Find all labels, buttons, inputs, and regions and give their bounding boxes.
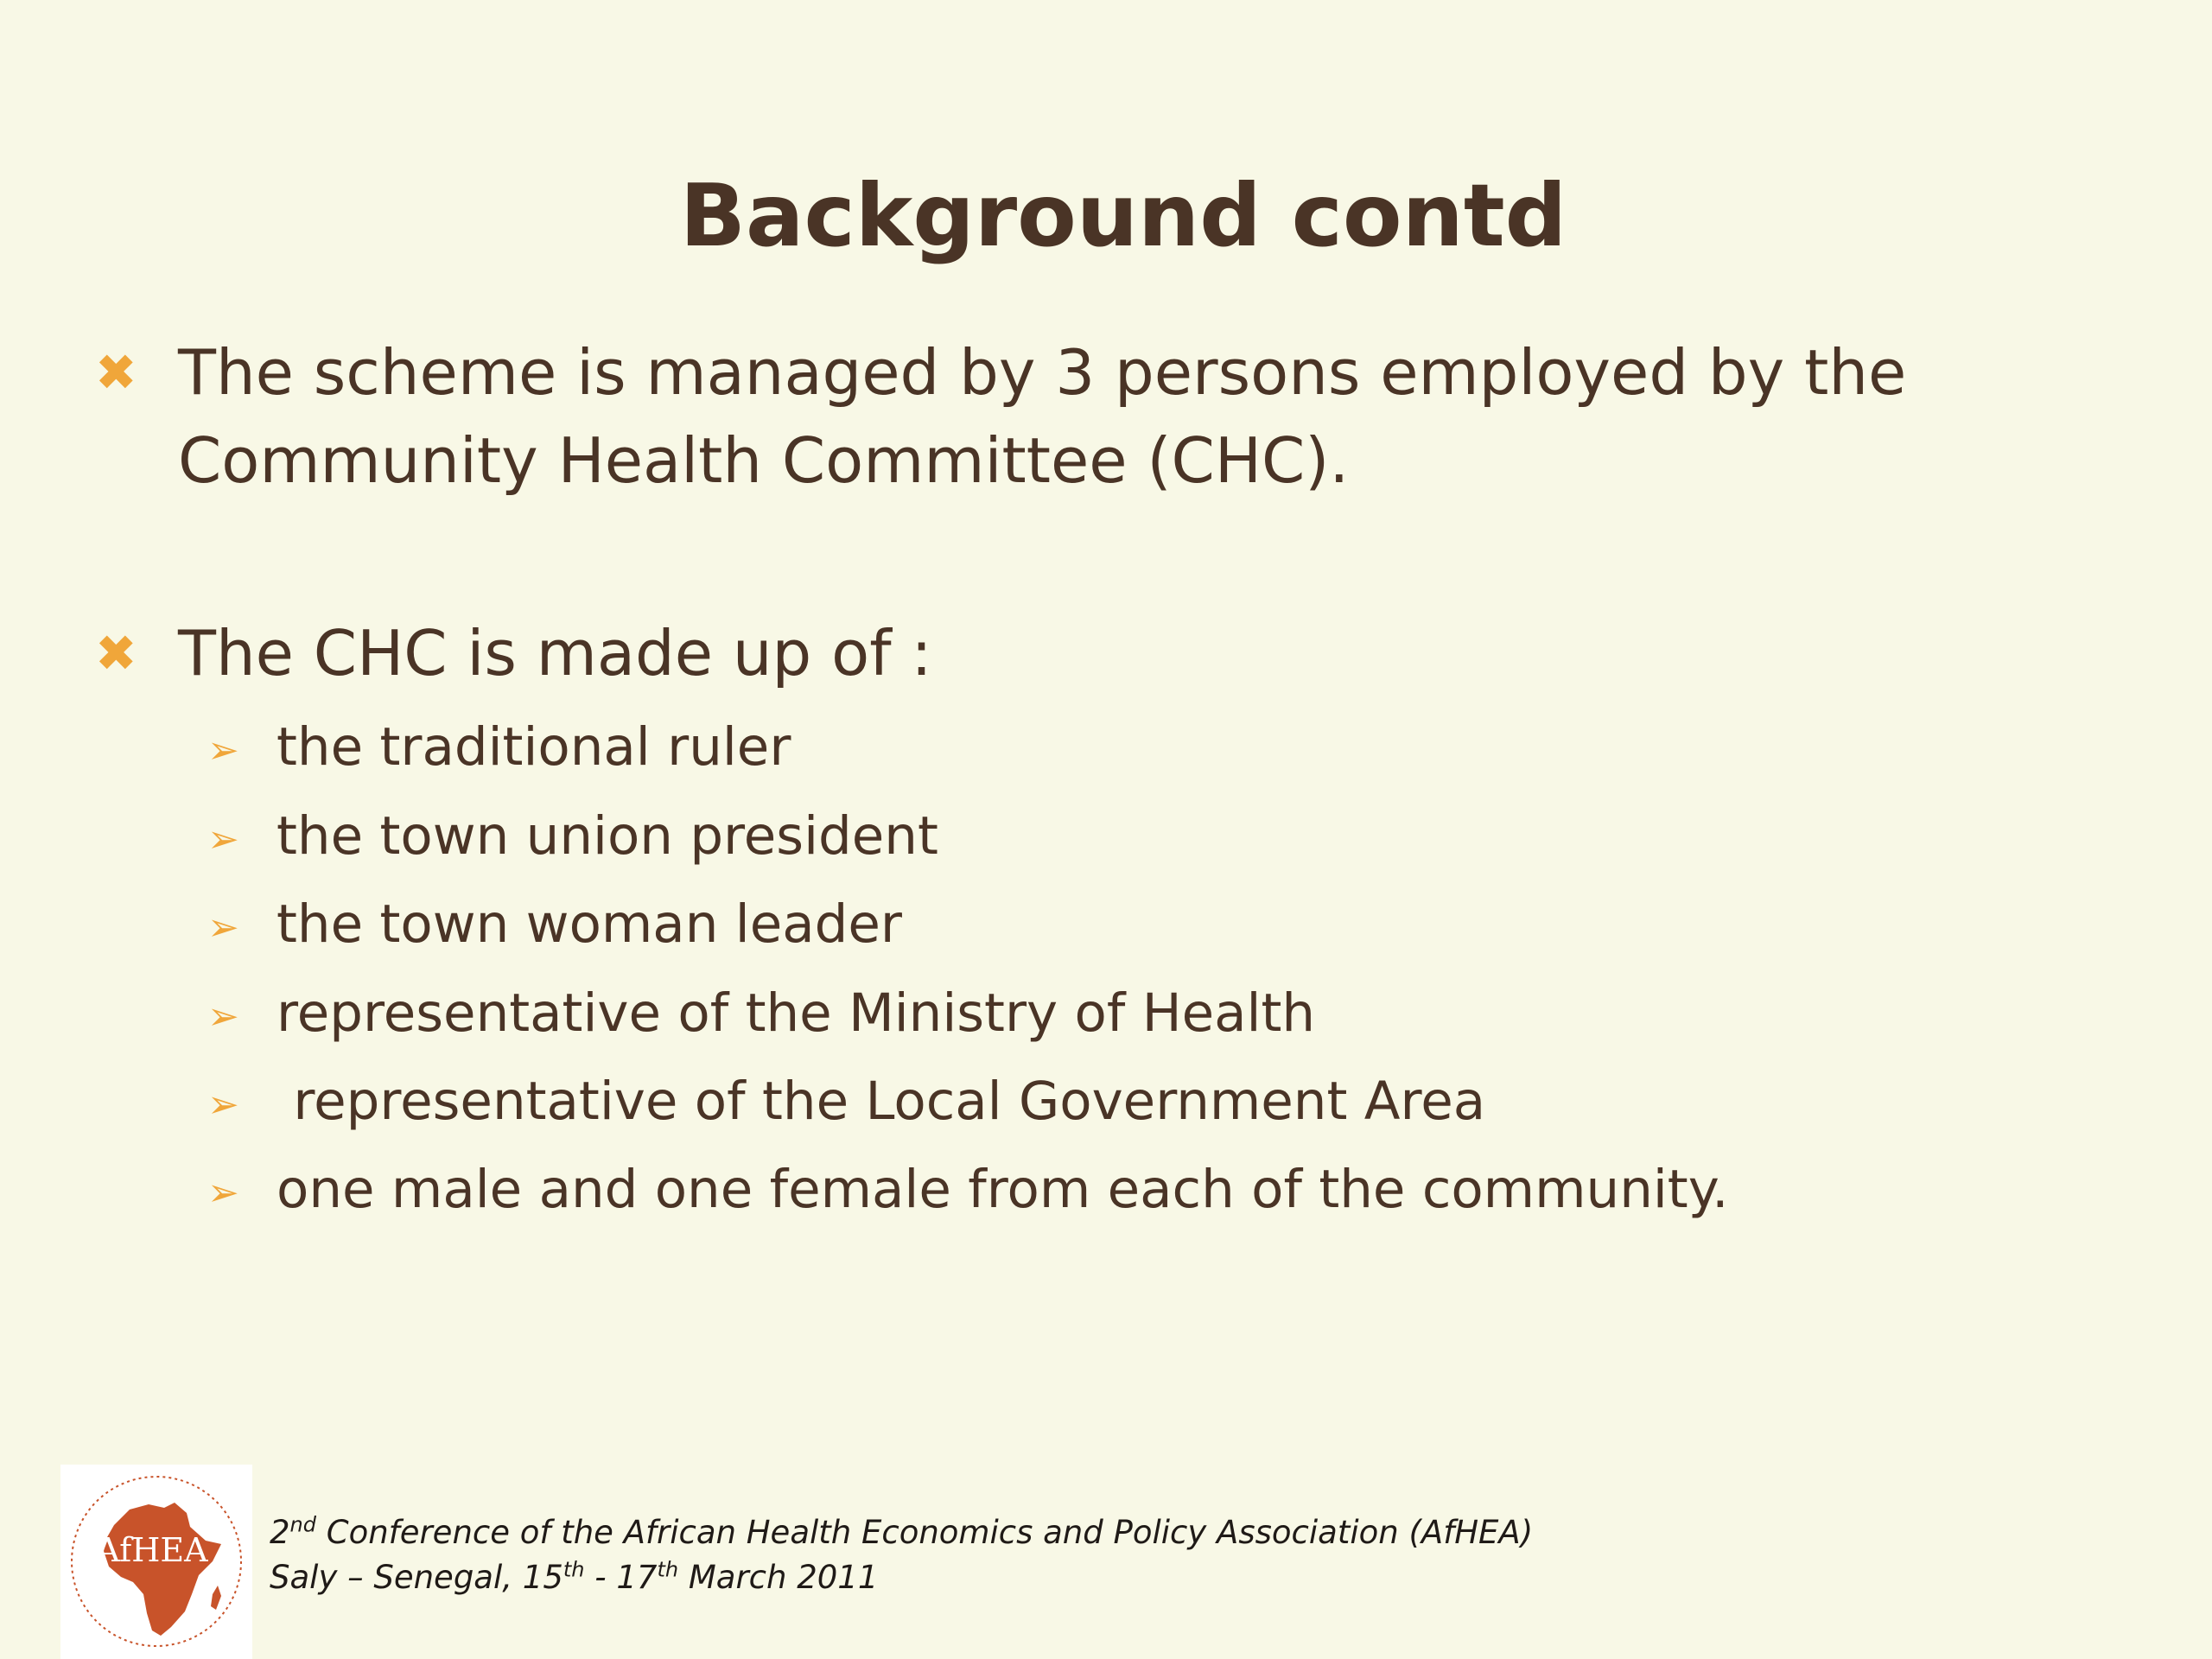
afhea-logo — [60, 1465, 252, 1659]
arrow-bullet-icon: ➢ — [207, 728, 239, 772]
x-bullet-icon: ✖ — [95, 624, 137, 683]
footer-conference-info — [270, 1510, 1533, 1600]
arrow-bullet-icon: ➢ — [207, 817, 239, 861]
sub-bullet-text: one male and one female from each of the community. — [276, 1159, 1729, 1220]
sub-bullet-text: the town union president — [276, 805, 938, 867]
sub-bullet-text: the traditional ruler — [276, 716, 791, 778]
bullet-text: The CHC is made up of : — [178, 617, 932, 690]
footer-line-2: Saly – Senegal, 15th - 17th March 2011 — [270, 1557, 879, 1596]
sub-bullet-text: the town woman leader — [276, 893, 902, 955]
x-bullet-icon: ✖ — [95, 343, 137, 402]
sub-bullet-text: representative of the Local Government Area — [276, 1071, 1486, 1132]
bullet-text: The scheme is managed by 3 persons employed by the Community Health Committee (CHC). — [178, 336, 1907, 497]
sub-bullet-text: representative of the Ministry of Health — [276, 982, 1316, 1044]
logo-text: AfHEA — [96, 1531, 208, 1569]
footer-line-1: 2nd Conference of the African Health Economics and Policy Association (AfHEA) — [270, 1512, 1534, 1551]
arrow-bullet-icon: ➢ — [207, 1083, 239, 1127]
arrow-bullet-icon: ➢ — [207, 906, 239, 950]
africa-map-icon — [60, 1465, 252, 1659]
arrow-bullet-icon: ➢ — [207, 1171, 239, 1215]
arrow-bullet-icon: ➢ — [207, 995, 239, 1039]
slide-title: Background contd — [679, 165, 1567, 266]
